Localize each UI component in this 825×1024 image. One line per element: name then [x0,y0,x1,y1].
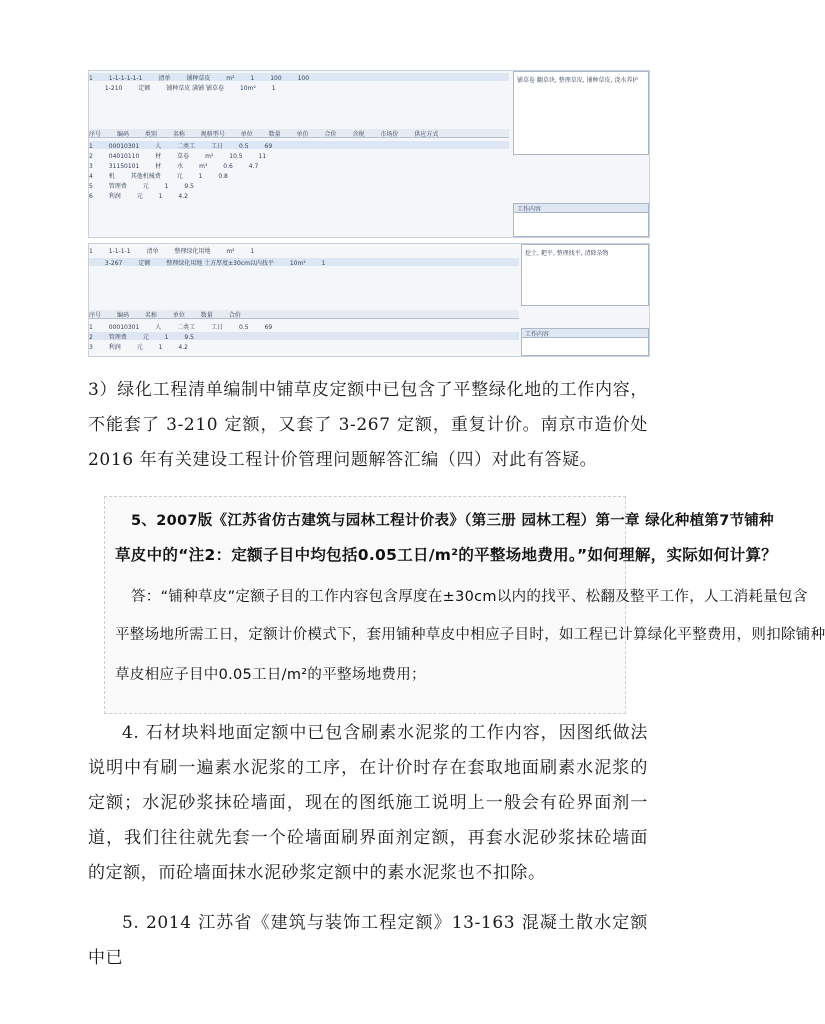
work-content-pane [513,71,649,155]
grid-header [89,310,519,319]
cell: 3-267 [104,260,123,267]
work-content-pane-2 [513,203,649,237]
quote-line: 5、2007版《江苏省仿古建筑与园林工程计价表》（第三册 园林工程）第一章 绿化种植第7节铺种 [131,513,774,529]
cell: 1 [250,248,255,255]
table-row[interactable] [89,191,509,199]
pane-text: 挖土, 耙平, 整理找平, 清除杂物 [525,250,609,257]
cell: m² [226,75,235,82]
column-header: 合价 [324,131,337,138]
table-row[interactable] [89,342,519,350]
column-header: 单位 [172,312,185,319]
cell: 0.5 [239,324,249,331]
cell: 04010110 [108,153,140,160]
column-header: 名称 [172,131,185,138]
cell: 1 [271,85,276,92]
cell: 0.5 [239,143,249,150]
cell: 4.2 [178,193,188,200]
cell: 1-1-1-1 [108,248,131,255]
cell: 清单 [146,248,159,255]
cell: 0.6 [223,163,233,170]
cell: 元 [136,344,143,351]
column-header: 单价 [296,131,309,138]
cell: 10m² [239,85,256,92]
cell: 利润 [108,193,121,200]
cell: 6 [89,193,93,200]
paragraph-text: 4. 石材块料地面定额中已包含刷素水泥浆的工作内容，因图纸做法说明中有刷一遍素水泥浆的工序，在计价时存在套取地面刷素水泥浆的定额；水泥砂浆抹砼墙面，现在的图纸施工说明上一般会有砼界面剂一道，我们往往就先套一个砼墙面刷界面剂定额，再套水泥砂浆抹砼墙面的定额，而砼墙面抹水泥砂浆定额中的素水泥浆也不扣除。 [88,723,648,883]
table-row[interactable] [89,322,519,330]
cell: 1 [89,324,93,331]
paragraph-text: 3）绿化工程清单编制中铺草皮定额中已包含了平整绿化地的工作内容，不能套了 3-210 定额，又套了 3-267 定额，重复计价。南京市造价处 2016 年有关建设工程计价管理问题解答汇编（四）对此有答疑。 [88,380,648,470]
cell: m² [226,248,235,255]
column-header: 市场价 [380,131,399,138]
cell: 10m² [289,260,306,267]
cell: 3 [89,163,93,170]
column-header: 编码 [116,131,129,138]
cell: 铺种草皮 满铺 铺草卷 [166,85,225,92]
table-row[interactable] [89,161,509,169]
cell: 管理费 [108,334,127,341]
cell: 100 [297,75,310,82]
column-header: 类别 [144,131,157,138]
cell: 0.8 [218,173,228,180]
cell: 1 [321,260,326,267]
quote-line: 草皮中的“注2：定额子目中均包括0.05工日/m²的平整场地费用。”如何理解，实际如何计算？ [115,546,778,564]
cell: 人 [155,324,162,331]
table-row[interactable] [89,332,519,340]
work-content-pane [521,244,649,306]
cell: 元 [142,334,149,341]
cell: 1 [164,334,169,341]
column-header: 数量 [268,131,281,138]
column-header: 名称 [144,312,157,319]
column-header: 供应方式 [414,131,439,138]
cell: m² [205,153,214,160]
cell: 3 [89,344,93,351]
cell: 整理绿化用地 [174,248,211,255]
cell: 其他机械费 [130,173,161,180]
cell: 草卷 [177,153,190,160]
column-header: 合价 [228,312,241,319]
cell: 元 [136,193,143,200]
cell: 4.2 [178,344,188,351]
column-header: 序号 [89,131,102,138]
cell: 1 [158,344,163,351]
cell: 整理绿化用地 土方厚度±30cm以内找平 [166,260,274,267]
cell: 1-210 [104,85,123,92]
cell: 11 [258,153,267,160]
column-header: 数量 [200,312,213,319]
cell: 1 [158,193,163,200]
cell: 100 [270,75,282,82]
cell: 00010301 [108,143,140,150]
cell: m³ [199,163,208,170]
table-row[interactable] [89,83,509,91]
quote-line: 草皮相应子目中0.05工日/m²的平整场地费用； [115,667,426,683]
paragraph-5 [88,906,648,976]
cell: 5 [89,183,93,190]
cell: 1 [89,75,93,82]
paragraph-4 [88,716,648,891]
cell: 2 [89,153,93,160]
column-header: 序号 [89,312,102,319]
column-header: 单位 [240,131,253,138]
cell: 材 [155,163,162,170]
cell: 1 [250,75,255,82]
quoted-answer-image [104,496,825,714]
cell: 1-1-1-1-1-1 [108,75,143,82]
cell: 31150101 [108,163,140,170]
software-screenshot-bottom [88,243,650,357]
column-header: 规格型号 [200,131,225,138]
table-row[interactable] [89,258,519,266]
pane-title: 工作内容 [514,204,648,213]
paragraph-text: 5. 2014 江苏省《建筑与装饰工程定额》13-163 混凝土散水定额中已 [88,913,648,968]
pane-title: 工作内容 [522,329,648,338]
cell: 机 [108,173,115,180]
pane-text: 铺草卷 翻草块, 整理草皮, 铺种草皮, 浇水养护 [517,77,639,84]
table-row[interactable] [89,171,509,179]
cell: 69 [264,143,273,150]
cell: 清单 [158,75,171,82]
column-header: 编码 [116,312,129,319]
cell: 工日 [211,143,224,150]
cell: 管理费 [108,183,127,190]
cell: 4 [89,173,93,180]
cell: 定额 [138,260,151,267]
table-row[interactable] [89,141,509,149]
cell: 铺种草皮 [186,75,211,82]
cell: 元 [142,183,149,190]
column-header: 含税 [352,131,365,138]
cell: 利润 [108,344,121,351]
cell: 00010301 [108,324,140,331]
cell: 4.7 [248,163,259,170]
table-row[interactable] [89,151,509,159]
quote-line: 答：“铺种草皮”定额子目的工作内容包含厚度在±30cm以内的找平、松翻及整平工作，人工消耗量包含 [131,589,808,605]
cell: 1 [89,143,93,150]
cell: 水 [177,163,184,170]
table-row[interactable] [89,246,519,254]
cell: 定额 [138,85,151,92]
cell: 二类工 [177,143,196,150]
table-row[interactable] [89,73,509,81]
cell: 元 [176,173,183,180]
cell: 9.5 [184,334,194,341]
cell: 1 [89,248,93,255]
paragraph-3 [88,373,648,478]
cell: 人 [155,143,162,150]
cell: 2 [89,334,93,341]
software-screenshot-top [88,70,650,238]
grid-header [89,129,509,138]
quote-line: 平整场地所需工日，定额计价模式下，套用铺种草皮中相应子目时，如工程已计算绿化平整费用，则扣除铺种 [115,627,825,643]
cell: 9.5 [184,183,194,190]
cell: 69 [264,324,273,331]
table-row[interactable] [89,181,509,189]
cell: 二类工 [177,324,196,331]
cell: 工日 [211,324,224,331]
cell: 材 [155,153,162,160]
cell: 1 [164,183,169,190]
cell: 10.5 [229,153,243,160]
cell: 1 [198,173,203,180]
work-content-pane-2 [521,328,649,356]
